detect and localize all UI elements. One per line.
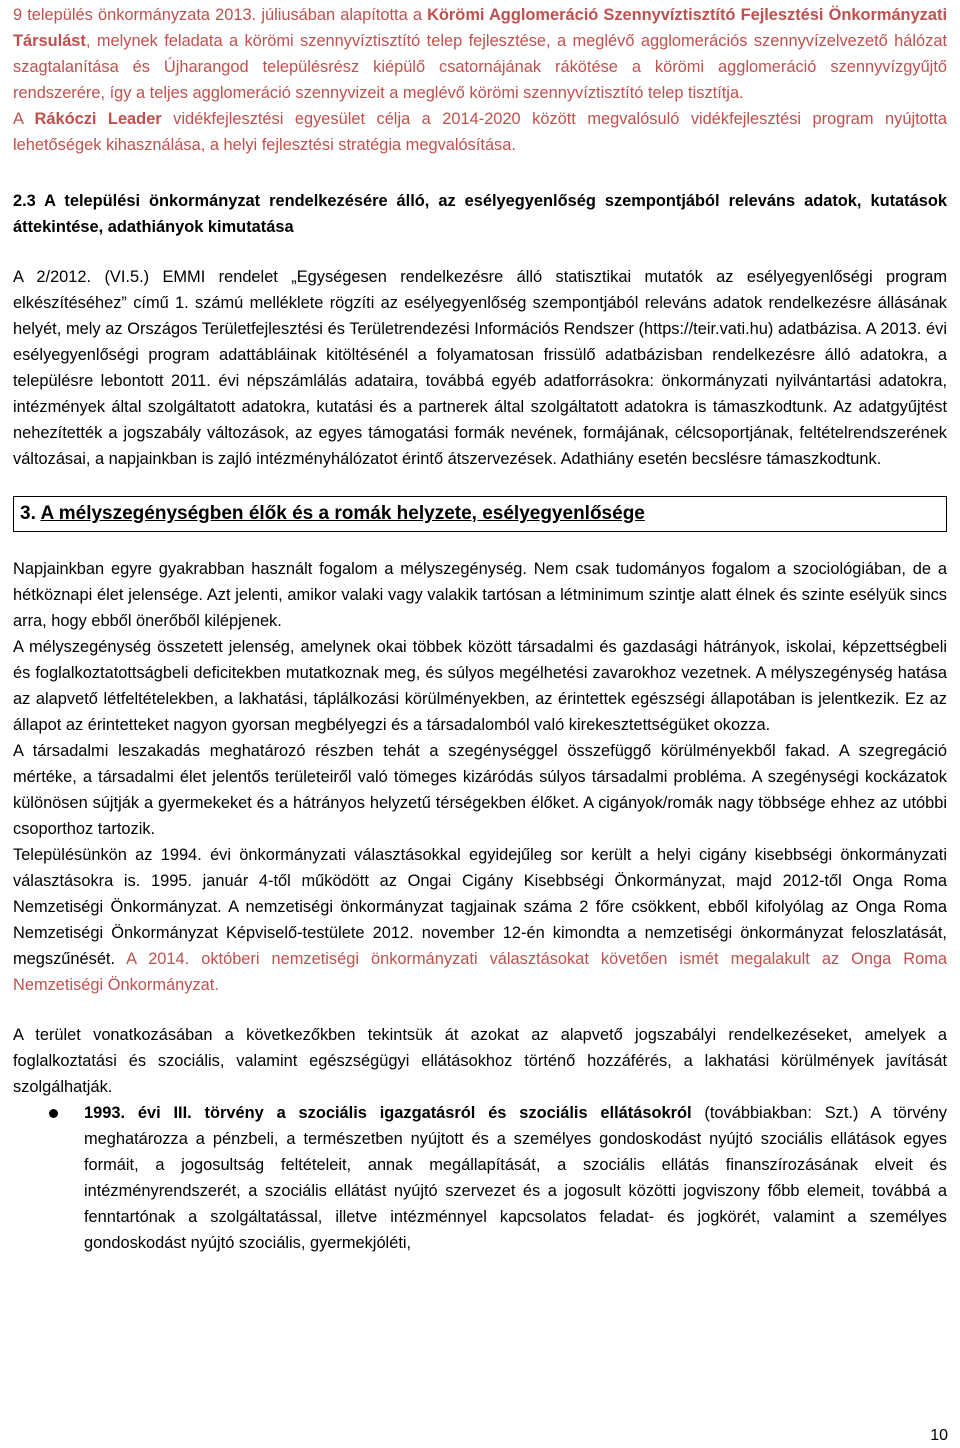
page-number: 10 — [930, 1427, 948, 1444]
list-item — [13, 1100, 947, 1256]
text: vidékfejlesztési egyesület célja a 2014-2020 között megvalósuló vidékfejlesztési program nyújtotta lehetőségek kihasználása, a helyi fejlesztési stratégia megvalósítása. — [13, 110, 947, 154]
text: A — [13, 110, 35, 128]
section-2-3-body: A 2/2012. (VI.5.) EMMI rendelet „Egységesen rendelkezésre álló statisztikai mutatók az esélyegyenlőségi program elkészítéséhez” című 1. számú melléklete rögzíti az esélyegyenlőség szempontjából releváns adatok rendelkezésre állásának helyét, mely az Országos Területfejlesztési és Területrendezési Információs Rendszer (https://teir.vati.hu) adatbázisa. A 2013. évi esélyegyenlőségi program adattábláinak kitöltésénél a folyamatosan frissülő adatbázisban rendelkezésre álló adatokra, a településre lebontott 2011. évi népszámlálás adataira, továbbá egyéb adatforrásokra: önkormányzati nyilvántartási adatokra, intézmények által szolgáltatott adatokra, kutatási és a partnerek által szolgáltatott adatokra is támaszkodtunk. Az adatgyűjtést nehezítették a jogszabály változások, az egyes támogatási formák nevének, formájának, célcsoportjának, feltételrendszerének változásai, a napjainkban is zajló intézményhálózatot érintő átszervezések. Adathiány esetén becslésre támaszkodtunk. — [13, 268, 947, 468]
law-description — [84, 1100, 947, 1256]
paragraph-social-exclusion: A társadalmi leszakadás meghatározó részben tehát a szegénységgel összefüggő körülményekből fakad. A szegregáció mértéke, a társadalmi élet jelentős területeiről való tömeges kizáródás súlyos társadalmi probléma. A szegénységi kockázatok különösen sújtják a gyermekeket és a hátrányos helyzetű térségekben élőket. A cigányok/romák nagy többsége ehhez az utóbbi csoporthoz tartozik. — [13, 742, 947, 838]
organization-name: Rákóczi Leader — [34, 110, 162, 128]
spacer — [13, 472, 947, 496]
paragraph-rakoczi-leader — [13, 106, 947, 158]
spacer — [13, 998, 947, 1022]
section-3-heading — [13, 496, 947, 532]
highlighted-text: A 2014. októberi nemzetiségi önkormányzati választásokat követően ismét megalakult az Onga Roma Nemzetiségi Önkormányzat. — [13, 950, 948, 994]
text: (továbbiakban: Szt.) A törvény meghatározza a pénzbeli, a természetben nyújtott és a személyes gondoskodást nyújtó szociális ellátások egyes formáit, a jogosultság feltételeit, annak megállapítását, a szociális ellátás finanszírozásának elveit és intézményrendszerét, a szociális ellátást nyújtó szervezet és a jogosult közötti jogviszony főbb elemeit, továbbá a fenntartónak a szolgáltatással, illetve intézménnyel kapcsolatos feladat- és jogkörét, valamint a személyes gondoskodást nyújtó szociális, gyermekjóléti, — [84, 1104, 947, 1252]
paragraph-deep-poverty-definition: Napjainkban egyre gyakrabban használt fogalom a mélyszegénység. Nem csak tudományos fogalom a szociológiában, de a hétköznapi élet jelensége. Azt jelenti, amikor valaki vagy valakik tartósan a létminimum szintje alatt élnek és szinte esélyük sincs arra, hogy ebből önerőből kilépjenek. — [13, 560, 947, 630]
section-title: A mélyszegénységben élők és a romák helyzete, esélyegyenlősége — [40, 503, 645, 524]
text: , melynek feladata a körömi szennyvíztisztító telep fejlesztése, a meglévő agglomerációs szennyvízelvezető hálózat szagtalanítása és Újharangod településrész kiépülő csatornájának rákötése a körömi agglomeráció szennyvízgyűjtő rendszerére, így a teljes agglomeráció szennyvizeit a meglévő körömi szennyvíztisztító telep tisztítja. — [13, 32, 947, 102]
bullet-icon — [49, 1109, 58, 1118]
association-name: Körömi Agglomeráció Szennyvíztisztító Fejlesztési Önkormányzati Társulást — [13, 6, 948, 50]
spacer — [13, 158, 947, 188]
paragraph-deep-poverty-causes: A mélyszegénység összetett jelenség, amelynek okai többek között társadalmi és gazdasági hátrányok, iskolai, képzettségbeli és foglalkoztatottságbeli deficitekben mutatkoznak meg, és súlyos megélhetési zavarokhoz vezetnek. A mélyszegénység hatása az alapvető létfeltételekben, a lakhatási, táplálkozási körülményekben, az érintettek egészségi állapotában is jelentkezik. Ez az állapot az érintetteket nagyon gyorsan megbélyegzi és a társadalomból való kirekesztettségüket okozza. — [13, 638, 947, 734]
law-title: 1993. évi III. törvény a szociális igazgatásról és szociális ellátásokról — [84, 1104, 692, 1122]
paragraph-legal-overview: A terület vonatkozásában a következőkben tekintsük át azokat az alapvető jogszabályi rendelkezéseket, amelyek a foglalkoztatási és szociális, valamint egészségügyi ellátásokhoz történő hozzáférés, a lakhatási körülmények javítását szolgálhatják. — [13, 1026, 947, 1096]
paragraph-minority-government — [13, 842, 947, 998]
paragraph-koromi-association — [13, 2, 947, 106]
law-list — [13, 1100, 947, 1256]
spacer — [13, 532, 947, 556]
spacer — [13, 240, 947, 264]
document-page — [13, 2, 947, 1256]
section-2-3-heading: 2.3 A települési önkormányzat rendelkezésére álló, az esélyegyenlőség szempontjából releváns adatok, kutatások áttekintése, adathiányok kimutatása — [13, 192, 947, 236]
text: 9 település önkormányzata 2013. júliusában alapította a — [13, 6, 428, 24]
text: Településünkön az 1994. évi önkormányzati választásokkal egyidejűleg sor került a helyi cigány kisebbségi önkormányzati választásokra is. 1995. január 4-től működött az Ongai Cigány Kisebbségi Önkormányzat, majd 2012-től Onga Roma Nemzetiségi Önkormányzat. A nemzetiségi önkormányzat tagjainak száma 2 főre csökkent, ebből kifolyólag az Onga Roma Nemzetiségi Önkormányzat Képviselő-testülete 2012. november 12-én kimondta a nemzetiségi önkormányzat feloszlatását, megszűnését. — [13, 846, 947, 968]
section-number: 3. — [20, 503, 36, 524]
